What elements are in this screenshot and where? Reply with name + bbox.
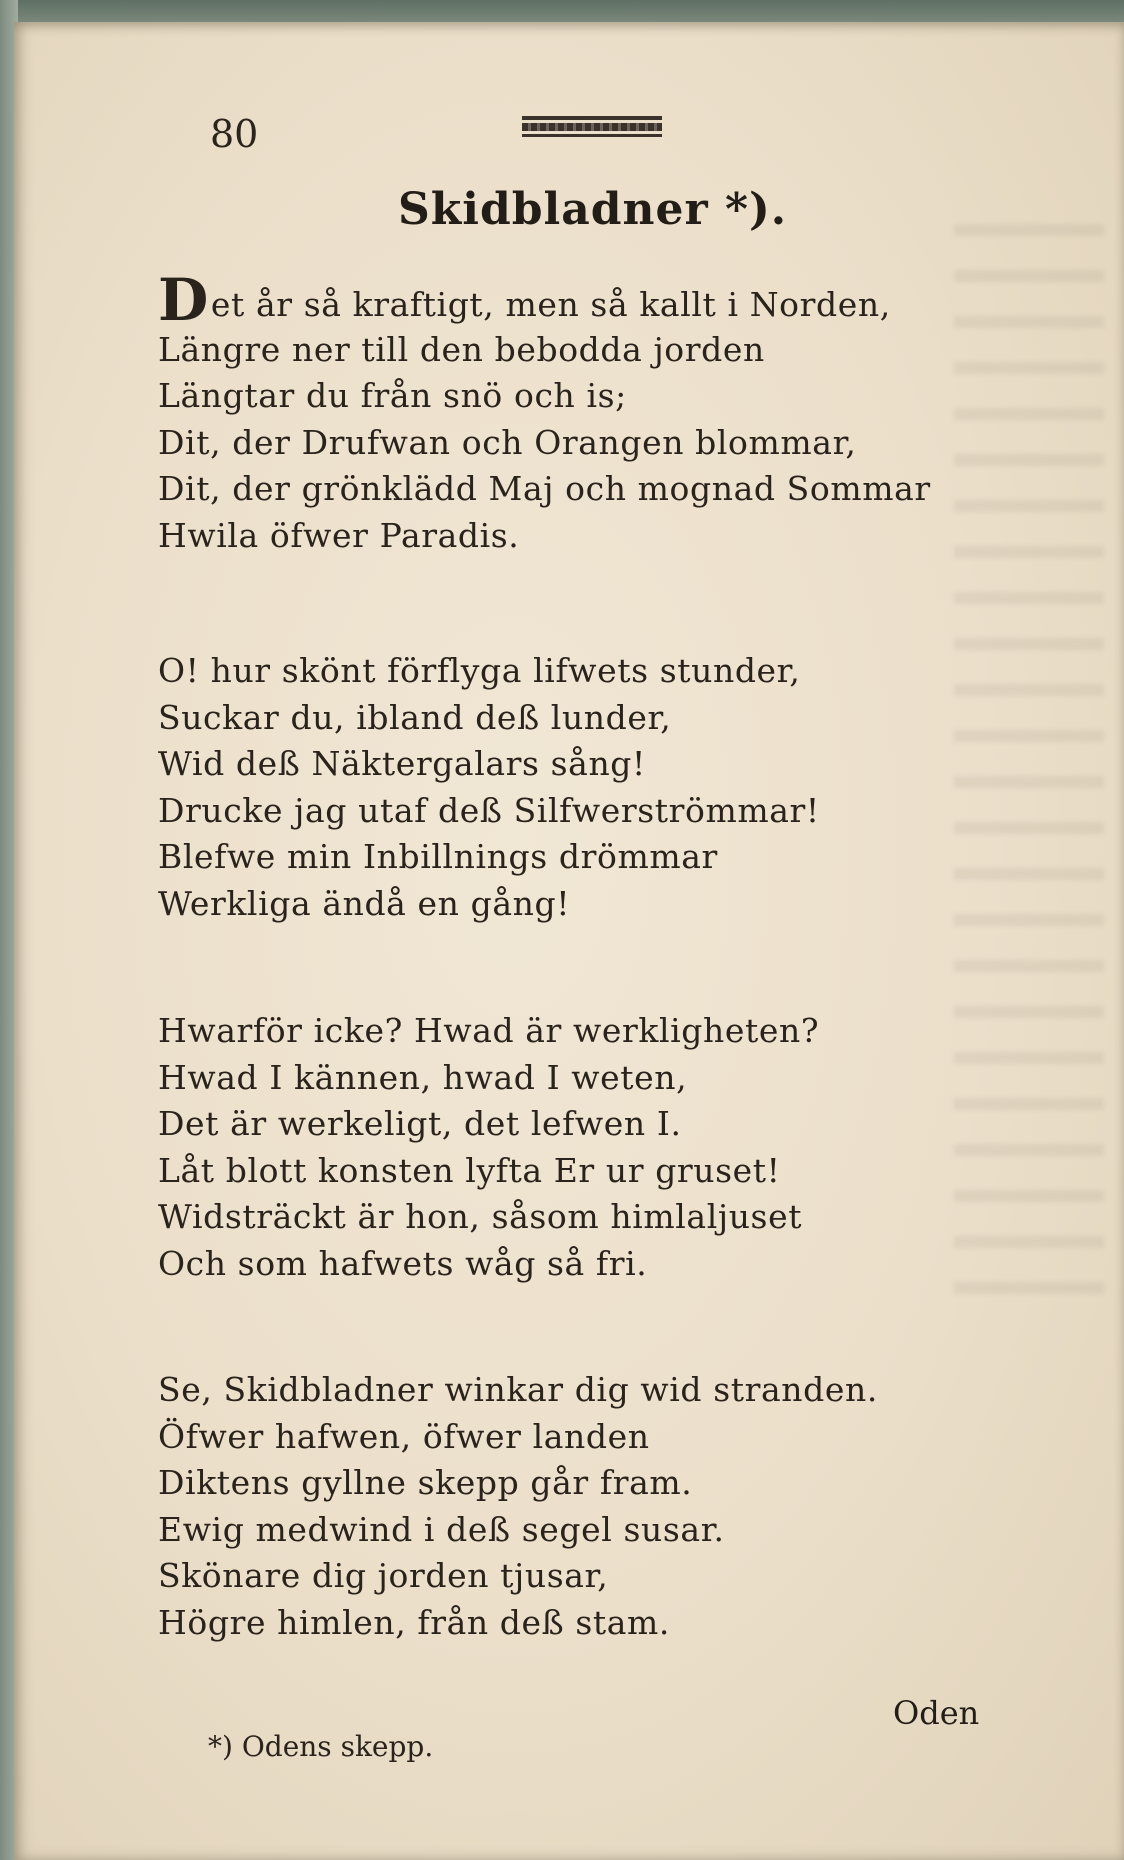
footnote: *) Odens skepp. — [208, 1730, 434, 1763]
catchword: Oden — [893, 1694, 980, 1732]
verse-line: O! hur skönt förflyga lifwets stunder, — [158, 651, 801, 690]
verse-line: Högre himlen, från deß stam. — [158, 1602, 671, 1642]
stanza-1 — [158, 266, 1038, 559]
verse-line: Låt blott konsten lyfta Er ur gruset! — [158, 1150, 781, 1190]
verse-line: Öfwer hafwen, öfwer landen — [158, 1416, 650, 1456]
stanza-4 — [158, 1367, 1038, 1646]
verse-line: Längtar du från snö och is; — [158, 376, 627, 415]
verse-line: Hwad I kännen, hwad I weten, — [158, 1057, 688, 1097]
verse-line: Skönare dig jorden tjusar, — [158, 1556, 609, 1595]
stanza-3 — [158, 1008, 1038, 1287]
verse-line: Suckar du, ibland deß lunder, — [158, 697, 672, 737]
verse-line: Och som hafwets wåg så fri. — [158, 1243, 648, 1283]
verse-line: Hwila öfwer Paradis. — [158, 515, 520, 555]
ornament-rule-top — [522, 116, 662, 120]
verse-line: Längre ner till den bebodda jorden — [158, 329, 765, 369]
stanza-2 — [158, 648, 1038, 927]
page-number: 80 — [210, 112, 259, 156]
verse-line: Diktens gyllne skepp går fram. — [158, 1463, 693, 1502]
ornament-rule-middle — [522, 123, 662, 131]
verse-line: Hwarför icke? Hwad är werkligheten? — [158, 1011, 820, 1050]
ornament-rule-bottom — [522, 134, 662, 137]
verse-line: Se, Skidbladner winkar dig wid stranden. — [158, 1370, 878, 1409]
verse-line: Blefwe min Inbillnings drömmar — [158, 837, 718, 876]
verse-line — [158, 266, 1038, 334]
verse-line: Ewig medwind i deß segel susar. — [158, 1509, 725, 1549]
verse-line: Det är werkeligt, det lefwen I. — [158, 1104, 682, 1143]
poem-title: Skidbladner *). — [398, 184, 788, 235]
header-ornament — [522, 114, 662, 138]
verse-line: Dit, der Drufwan och Orangen blommar, — [158, 422, 857, 462]
verse-line-text: et år så kraftigt, men så kallt i Norden, — [210, 285, 891, 324]
verse-line: Wid deß Näktergalars sång! — [158, 744, 646, 783]
verse-line: Dit, der grönklädd Maj och mognad Sommar — [158, 469, 931, 508]
verse-line: Drucke jag utaf deß Silfwerströmmar! — [158, 790, 820, 830]
verse-line: Widsträckt är hon, såsom himlaljuset — [158, 1197, 803, 1236]
verse-line: Werkliga ändå en gång! — [158, 883, 571, 923]
drop-cap: D — [158, 266, 209, 334]
